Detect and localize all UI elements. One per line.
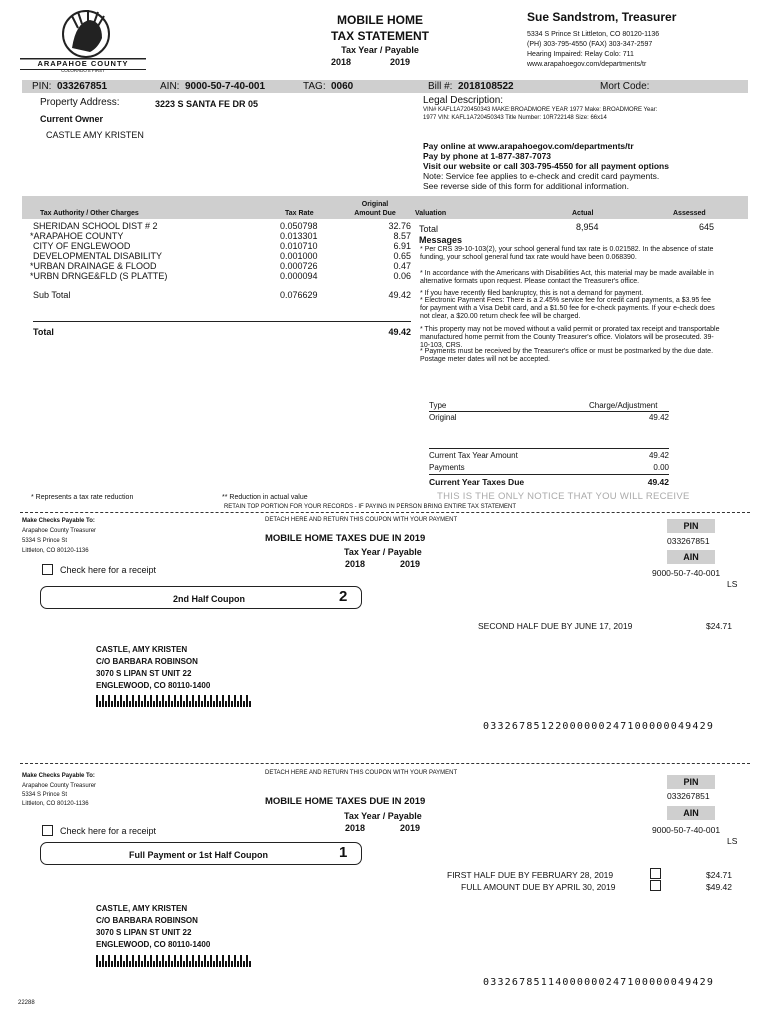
authority-amount: 0.65 xyxy=(393,251,411,261)
treasurer-name: Sue Sandstrom, Treasurer xyxy=(527,10,677,24)
barcode-bar xyxy=(105,961,107,967)
barcode-bar xyxy=(147,701,149,707)
payee-city: Littleton, CO 80120-1136 xyxy=(22,801,89,807)
barcode-bar xyxy=(105,701,107,707)
mail-name: CASTLE, AMY KRISTEN xyxy=(96,645,188,654)
barcode-bar xyxy=(141,961,143,967)
coupon-tax-year: 2018 xyxy=(345,823,366,833)
col-original-line2: Amount Due xyxy=(354,210,396,217)
postal-barcode xyxy=(96,695,252,707)
barcode-bar xyxy=(126,695,128,707)
receipt-label: Check here for a receipt xyxy=(60,565,157,575)
barcode-bar xyxy=(225,701,227,707)
coupon-ain: 9000-50-7-40-001 xyxy=(652,568,721,578)
payable-year: 2019 xyxy=(390,57,411,67)
barcode-bar xyxy=(108,695,110,707)
barcode-bar xyxy=(204,955,206,967)
barcode-bar xyxy=(243,961,245,967)
payee-street: 5334 S Prince St xyxy=(22,792,68,798)
barcode-bar xyxy=(102,955,104,967)
barcode-bar xyxy=(231,701,233,707)
retain-notice: RETAIN TOP PORTION FOR YOUR RECORDS - IF PAYING IN PERSON BRING ENTIRE TAX STATEMENT xyxy=(223,504,517,510)
barcode-bar xyxy=(159,961,161,967)
messages-title: Messages xyxy=(419,235,463,245)
barcode-bar xyxy=(240,695,242,707)
barcode-bar xyxy=(183,961,185,967)
barcode-bar xyxy=(171,961,173,967)
barcode-bar xyxy=(198,955,200,967)
table-row xyxy=(30,231,411,241)
authority-amount: 32.76 xyxy=(388,221,411,231)
table-row xyxy=(33,221,411,231)
pin-badge: PIN xyxy=(667,519,715,533)
barcode-bar xyxy=(99,701,101,707)
col-tax-rate: Tax Rate xyxy=(285,210,314,217)
charge-original-amount: 49.42 xyxy=(648,413,669,422)
table-row xyxy=(33,251,411,261)
tax-year-label: Tax Year / Payable xyxy=(341,45,419,55)
current-owner: CASTLE AMY KRISTEN xyxy=(46,130,144,140)
barcode-bar xyxy=(237,961,239,967)
barcode-bar xyxy=(177,701,179,707)
scan-line: 03326785122000000247100000049429 xyxy=(483,721,715,732)
coupon-ls: LS xyxy=(727,579,738,589)
pay-online: Pay online at www.arapahoegov.com/departments/tr xyxy=(423,141,634,151)
barcode-bar xyxy=(114,955,116,967)
barcode-bar xyxy=(174,955,176,967)
authority-name: *ARAPAHOE COUNTY xyxy=(30,231,124,241)
treasurer-phone: (PH) 303-795-4550 (FAX) 303-347-2597 xyxy=(527,41,653,48)
barcode-bar xyxy=(183,701,185,707)
barcode-bar xyxy=(177,961,179,967)
barcode-bar xyxy=(135,701,137,707)
statement-title-line2: TAX STATEMENT xyxy=(331,29,429,43)
barcode-bar xyxy=(195,961,197,967)
barcode-bar xyxy=(180,955,182,967)
barcode-bar xyxy=(156,955,158,967)
barcode-bar xyxy=(123,961,125,967)
total-divider xyxy=(33,321,411,322)
barcode-bar xyxy=(138,695,140,707)
authority-name: *URBAN DRAINAGE & FLOOD xyxy=(30,261,157,271)
barcode-bar xyxy=(225,961,227,967)
coupon-number: 2 xyxy=(339,588,348,605)
pay-by-phone: Pay by phone at 1-877-387-7073 xyxy=(423,151,552,161)
valuation-actual: 8,954 xyxy=(576,222,599,232)
coupon-label: Full Payment or 1st Half Coupon xyxy=(129,850,269,860)
form-number: 22288 xyxy=(18,1000,35,1006)
coupon-label: 2nd Half Coupon xyxy=(173,594,245,604)
current-year-label: Current Tax Year Amount xyxy=(429,451,518,460)
legal-description-line1: VIN# KAFL1A720450343 MAKE:BROADMORE YEAR 1977 Make: BROADMORE Year: xyxy=(423,107,658,113)
authority-name: SHERIDAN SCHOOL DIST # 2 xyxy=(33,221,158,231)
due-divider xyxy=(429,474,669,475)
coupon-tax-year: 2018 xyxy=(345,559,366,569)
checks-payable-label: Make Checks Payable To: xyxy=(22,518,95,524)
barcode-bar xyxy=(159,701,161,707)
message-item: * Per CRS 39-10-103(2), your school general fund tax rate is 0.021582. In the absence of state funding, your school general fund tax rate would have been 0.068390. xyxy=(420,246,714,261)
full-amount-checkbox[interactable] xyxy=(650,880,661,891)
first-half-due-label: FIRST HALF DUE BY FEBRUARY 28, 2019 xyxy=(447,870,614,880)
barcode-bar xyxy=(153,701,155,707)
coupon-number: 1 xyxy=(339,844,348,861)
valuation-total-label: Total xyxy=(419,224,439,234)
col-assessed: Assessed xyxy=(673,210,706,217)
actual-reduction-note: ** Reduction in actual value xyxy=(222,494,308,501)
barcode-bar xyxy=(156,695,158,707)
barcode-bar xyxy=(96,955,98,967)
barcode-bar xyxy=(189,701,191,707)
barcode-bar xyxy=(171,701,173,707)
ain-badge: AIN xyxy=(667,806,715,820)
col-valuation: Valuation xyxy=(415,210,447,217)
barcode-bar xyxy=(213,701,215,707)
payee-name: Arapahoe County Treasurer xyxy=(22,783,97,789)
subtotal-rate: 0.076629 xyxy=(280,290,318,300)
barcode-bar xyxy=(180,695,182,707)
barcode-bar xyxy=(114,695,116,707)
authority-name: DEVELOPMENTAL DISABILITY xyxy=(33,251,163,261)
coupon-label-box xyxy=(40,586,362,609)
authority-name: *URBN DRNGE&FLD (S PLATTE) xyxy=(30,271,168,281)
barcode-bar xyxy=(129,701,131,707)
barcode-bar xyxy=(222,695,224,707)
perforation-line xyxy=(20,512,750,513)
detach-instruction: DETACH HERE AND RETURN THIS COUPON WITH YOUR PAYMENT xyxy=(265,770,458,776)
barcode-bar xyxy=(240,955,242,967)
total-row xyxy=(33,327,411,337)
barcode-bar xyxy=(102,695,104,707)
barcode-bar xyxy=(144,695,146,707)
logo-text: ARAPAHOE COUNTY xyxy=(37,59,129,68)
subtotal-label: Sub Total xyxy=(33,290,71,300)
bill-value: 2018108522 xyxy=(458,81,514,92)
barcode-bar xyxy=(246,955,248,967)
current-owner-label: Current Owner xyxy=(40,114,104,124)
valuation-assessed: 645 xyxy=(699,222,715,232)
barcode-bar xyxy=(108,955,110,967)
barcode-bar xyxy=(207,961,209,967)
barcode-bar xyxy=(231,961,233,967)
barcode-bar xyxy=(120,695,122,707)
message-item: * Electronic Payment Fees: There is a 2.45% service fee for credit card payments, a $3.95 fee for payment with a Visa Debit card, and a $1.50 fee for e-check payments. If your e-check does not clear, a $20.00 return check fee will be charged. xyxy=(420,297,715,320)
only-notice: THIS IS THE ONLY NOTICE THAT YOU WILL RECEIVE xyxy=(437,491,690,502)
taxes-due-label: Current Year Taxes Due xyxy=(429,477,525,487)
payee-street: 5334 S Prince St xyxy=(22,538,68,544)
second-half-due-label: SECOND HALF DUE BY JUNE 17, 2019 xyxy=(478,621,633,631)
barcode-bar xyxy=(216,695,218,707)
barcode-bar xyxy=(126,955,128,967)
table-row xyxy=(33,241,411,251)
barcode-bar xyxy=(195,701,197,707)
pin-value: 033267851 xyxy=(57,81,108,92)
legal-description-label: Legal Description: xyxy=(423,95,504,106)
legal-description-line2: 1977 VIN: KAFL1A720450343 Title Number: 10R722148 Size: 66x14 xyxy=(423,115,607,121)
barcode-bar xyxy=(234,955,236,967)
barcode-bar xyxy=(246,695,248,707)
barcode-bar xyxy=(165,701,167,707)
mail-city: ENGLEWOOD, CO 80110-1400 xyxy=(96,940,211,949)
barcode-bar xyxy=(174,695,176,707)
total-label: Total xyxy=(33,327,54,337)
receipt-checkbox[interactable] xyxy=(42,564,53,575)
barcode-bar xyxy=(186,955,188,967)
barcode-bar xyxy=(129,961,131,967)
hearing-impaired: Hearing Impaired: Relay Colo: 711 xyxy=(527,51,634,58)
barcode-bar xyxy=(189,961,191,967)
tax-year: 2018 xyxy=(331,57,352,67)
bill-label: Bill #: xyxy=(428,81,453,92)
perforation-line xyxy=(20,763,750,764)
scan-line: 03326785114000000247100000049429 xyxy=(483,977,715,988)
message-item: * Payments must be received by the Treasurer's office or must be postmarked by the due date. Postage meter dates will not be accepted. xyxy=(420,348,714,363)
receipt-checkbox[interactable] xyxy=(42,825,53,836)
barcode-bar xyxy=(186,695,188,707)
county-logo xyxy=(18,8,148,74)
authority-rate: 0.001000 xyxy=(280,251,318,261)
barcode-bar xyxy=(150,955,152,967)
receipt-label: Check here for a receipt xyxy=(60,826,157,836)
mort-code-label: Mort Code: xyxy=(600,81,650,92)
subtotal-amount: 49.42 xyxy=(388,290,411,300)
authority-rate: 0.013301 xyxy=(280,231,318,241)
barcode-bar xyxy=(132,695,134,707)
coupon-title: MOBILE HOME TAXES DUE IN 2019 xyxy=(265,533,426,544)
first-half-checkbox[interactable] xyxy=(650,868,661,879)
authority-amount: 6.91 xyxy=(393,241,411,251)
checks-payable-label: Make Checks Payable To: xyxy=(22,773,95,779)
coupon-payable-year: 2019 xyxy=(400,823,421,833)
col-tax-authority: Tax Authority / Other Charges xyxy=(40,210,139,217)
mail-street: 3070 S LIPAN ST UNIT 22 xyxy=(96,669,192,678)
message-item: * If you have recently filed bankruptcy, this is not a demand for payment. xyxy=(420,290,644,297)
ain-label: AIN: xyxy=(160,81,180,92)
mail-name: CASTLE, AMY KRISTEN xyxy=(96,904,188,913)
coupon-title: MOBILE HOME TAXES DUE IN 2019 xyxy=(265,796,426,807)
barcode-bar xyxy=(210,955,212,967)
barcode-bar xyxy=(135,961,137,967)
mail-city: ENGLEWOOD, CO 80110-1400 xyxy=(96,681,211,690)
barcode-bar xyxy=(222,955,224,967)
barcode-bar xyxy=(249,961,251,967)
coupon-ain: 9000-50-7-40-001 xyxy=(652,825,721,835)
barcode-bar xyxy=(237,701,239,707)
postal-barcode xyxy=(96,955,252,967)
barcode-bar xyxy=(138,955,140,967)
barcode-bar xyxy=(210,695,212,707)
authority-name: CITY OF ENGLEWOOD xyxy=(33,241,131,251)
barcode-bar xyxy=(111,701,113,707)
barcode-bar xyxy=(162,955,164,967)
first-half-due-amount: $24.71 xyxy=(706,870,732,880)
barcode-bar xyxy=(243,701,245,707)
coupon-tax-year-label: Tax Year / Payable xyxy=(344,547,422,557)
barcode-bar xyxy=(96,695,98,707)
barcode-bar xyxy=(249,701,251,707)
barcode-bar xyxy=(117,701,119,707)
charge-type-label: Type xyxy=(429,401,447,410)
barcode-bar xyxy=(192,695,194,707)
barcode-bar xyxy=(147,961,149,967)
barcode-bar xyxy=(117,961,119,967)
barcode-bar xyxy=(99,961,101,967)
barcode-bar xyxy=(192,955,194,967)
reverse-side-note: See reverse side of this form for additional information. xyxy=(423,181,629,191)
pin-badge: PIN xyxy=(667,775,715,789)
barcode-bar xyxy=(141,701,143,707)
barcode-bar xyxy=(207,701,209,707)
mail-street: 3070 S LIPAN ST UNIT 22 xyxy=(96,928,192,937)
barcode-bar xyxy=(153,961,155,967)
mail-care-of: C/O BARBARA ROBINSON xyxy=(96,916,198,925)
ain-value: 9000-50-7-40-001 xyxy=(185,81,266,92)
barcode-bar xyxy=(216,955,218,967)
barcode-bar xyxy=(132,955,134,967)
barcode-bar xyxy=(201,961,203,967)
barcode-bar xyxy=(219,701,221,707)
payee-name: Arapahoe County Treasurer xyxy=(22,528,97,534)
authority-rate: 0.050798 xyxy=(280,221,318,231)
barcode-bar xyxy=(123,701,125,707)
col-original-line1: Original xyxy=(361,201,389,208)
barcode-bar xyxy=(219,961,221,967)
barcode-bar xyxy=(213,961,215,967)
barcode-bar xyxy=(120,955,122,967)
coupon-payable-year: 2019 xyxy=(400,559,421,569)
message-item: * In accordance with the Americans with Disabilities Act, this material may be made available in alternative formats upon request. Please contact the Treasurer's office. xyxy=(420,270,714,285)
table-row xyxy=(30,271,411,281)
coupon-ls: LS xyxy=(727,836,738,846)
taxes-due-amount: 49.42 xyxy=(647,477,669,487)
barcode-bar xyxy=(234,695,236,707)
second-half-due-amount: $24.71 xyxy=(706,621,732,631)
property-address-label: Property Address: xyxy=(40,97,120,108)
payee-city: Littleton, CO 80120-1136 xyxy=(22,548,89,554)
authority-rate: 0.000726 xyxy=(280,261,318,271)
authority-rate: 0.010710 xyxy=(280,241,318,251)
mail-care-of: C/O BARBARA ROBINSON xyxy=(96,657,198,666)
statement-title-line1: MOBILE HOME xyxy=(337,13,423,27)
property-address: 3223 S SANTA FE DR 05 xyxy=(155,99,259,109)
rate-reduction-note: * Represents a tax rate reduction xyxy=(31,494,134,501)
visit-website: Visit our website or call 303-795-4550 for all payment options xyxy=(423,161,669,171)
full-amount-due-label: FULL AMOUNT DUE BY APRIL 30, 2019 xyxy=(461,882,616,892)
full-amount-due-amount: $49.42 xyxy=(706,882,732,892)
barcode-bar xyxy=(165,961,167,967)
barcode-bar xyxy=(198,695,200,707)
tag-label: TAG: xyxy=(303,81,326,92)
authority-amount: 0.47 xyxy=(393,261,411,271)
barcode-bar xyxy=(162,695,164,707)
charge-adjustment-label: Charge/Adjustment xyxy=(589,401,658,410)
barcode-bar xyxy=(144,955,146,967)
authority-rate: 0.000094 xyxy=(280,271,318,281)
coupon-pin: 033267851 xyxy=(667,791,710,801)
authority-amount: 8.57 xyxy=(393,231,411,241)
barcode-bar xyxy=(204,695,206,707)
barcode-bar xyxy=(150,695,152,707)
detach-instruction: DETACH HERE AND RETURN THIS COUPON WITH YOUR PAYMENT xyxy=(265,517,458,523)
barcode-bar xyxy=(228,695,230,707)
subtotal-row xyxy=(33,290,411,300)
service-fee-note: Note: Service fee applies to e-check and credit card payments. xyxy=(423,171,660,181)
authority-amount: 0.06 xyxy=(393,271,411,281)
barcode-bar xyxy=(111,961,113,967)
message-item: * This property may not be moved without a valid permit or prorated tax receipt and transportable manufactured home permit from the County Treasurer's office. Violators will be prosecuted. 39-10-103, CRS. xyxy=(420,326,720,349)
barcode-bar xyxy=(168,695,170,707)
barcode-bar xyxy=(228,955,230,967)
barcode-bar xyxy=(168,955,170,967)
current-divider xyxy=(429,448,669,449)
payments-label: Payments xyxy=(429,463,465,472)
coupon-label-box xyxy=(40,842,362,865)
treasurer-website: www.arapahoegov.com/departments/tr xyxy=(527,61,647,68)
charges-divider xyxy=(429,411,669,412)
current-year-amount: 49.42 xyxy=(648,451,669,460)
payments-amount: 0.00 xyxy=(653,463,669,472)
table-row xyxy=(30,261,411,271)
tag-value: 0060 xyxy=(331,81,354,92)
treasurer-address: 5334 S Prince St Littleton, CO 80120-1136 xyxy=(527,31,660,38)
col-actual: Actual xyxy=(572,210,594,217)
charge-original-label: Original xyxy=(429,413,457,422)
ain-badge: AIN xyxy=(667,550,715,564)
coupon-pin: 033267851 xyxy=(667,536,710,546)
total-amount: 49.42 xyxy=(388,327,411,337)
logo-subtext: COLORADO'S FIRST xyxy=(61,68,105,73)
pin-label: PIN: xyxy=(32,81,52,92)
barcode-bar xyxy=(201,701,203,707)
coupon-tax-year-label: Tax Year / Payable xyxy=(344,811,422,821)
